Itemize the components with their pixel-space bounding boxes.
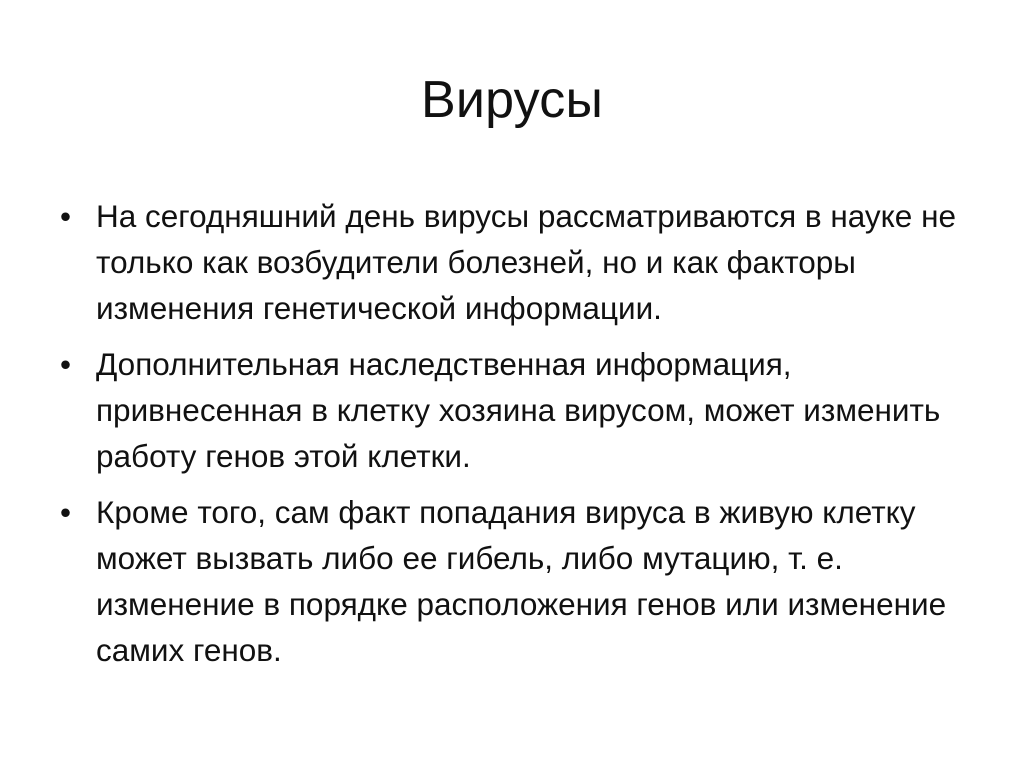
bullet-text-3: Кроме того, сам факт попадания вируса в живую клетку может вызвать либо ее гибель, либо мутацию, т. е. изменение в порядке расположения генов или изменение самих генов. <box>96 494 947 668</box>
bullet-item-1 <box>56 193 976 331</box>
bullet-item-2 <box>56 341 976 479</box>
bullet-icon: • <box>60 494 72 530</box>
bullet-text-1: На сегодняшний день вирусы рассматриваются в науке не только как возбудители болезней, но и как факторы изменения генетической информации. <box>96 198 956 326</box>
slide-title: Вирусы <box>420 71 604 129</box>
bullet-list <box>56 193 976 683</box>
bullet-item-3 <box>56 489 976 673</box>
bullet-text-2: Дополнительная наследственная информация, привнесенная в клетку хозяина вирусом, может изменить работу генов этой клетки. <box>96 346 941 474</box>
bullet-icon: • <box>60 346 72 382</box>
bullet-icon: • <box>60 198 72 234</box>
